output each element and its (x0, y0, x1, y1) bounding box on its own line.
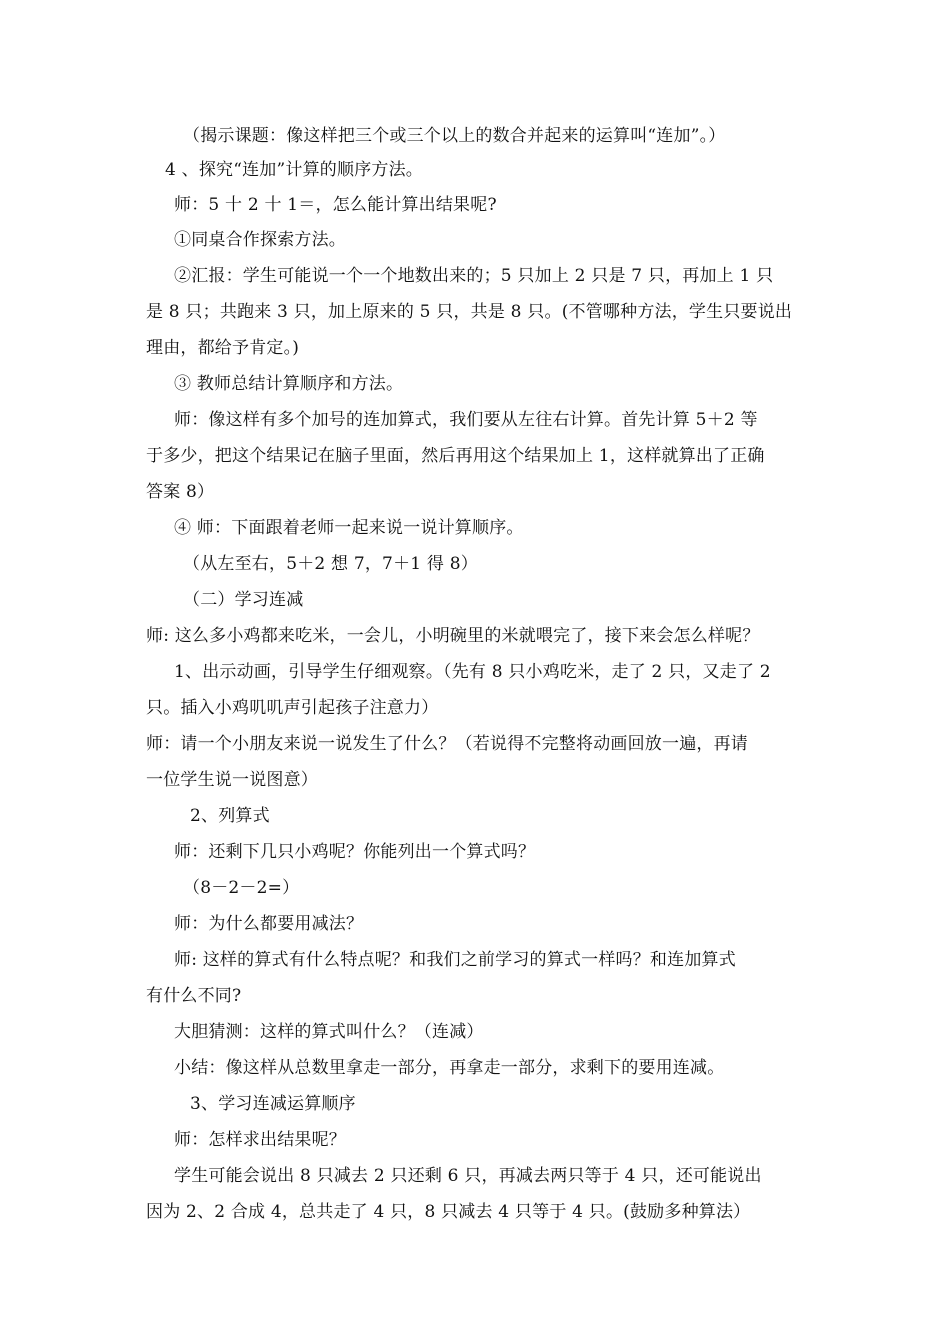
paragraph-line: 2、列算式 (190, 806, 270, 826)
section-heading: （二）学习连减 (183, 590, 304, 610)
paragraph-line: 4 、探究“连加”计算的顺序方法。 (165, 160, 424, 180)
paragraph-line: 师：像这样有多个加号的连加算式，我们要从左往右计算。首先计算 5＋2 等 (174, 410, 758, 430)
paragraph-line: 答案 8） (146, 482, 215, 502)
paragraph-line: 师：5 十 2 十 1＝，怎么能计算出结果呢? (174, 195, 497, 215)
paragraph-line: ③ 教师总结计算顺序和方法。 (174, 374, 404, 394)
paragraph-line: 师: 这样的算式有什么特点呢？和我们之前学习的算式一样吗？和连加算式 (174, 950, 736, 970)
paragraph-line: 师：还剩下几只小鸡呢？你能列出一个算式吗？ (174, 842, 536, 862)
paragraph-line: ①同桌合作探索方法。 (174, 230, 346, 250)
paragraph-line: 学生可能会说出 8 只减去 2 只还剩 6 只，再减去两只等于 4 只，还可能说出 (174, 1166, 762, 1186)
paragraph-line: 师: 这么多小鸡都来吃米，一会儿，小明碗里的米就喂完了，接下来会怎么样呢？ (146, 626, 760, 646)
paragraph-line: 因为 2、2 合成 4，总共走了 4 只，8 只减去 4 只等于 4 只。(鼓励多种算法） (146, 1202, 751, 1222)
paragraph-line: 师：请一个小朋友来说一说发生了什么？（若说得不完整将动画回放一遍，再请 (146, 734, 748, 754)
paragraph-line: 师：为什么都要用减法？ (174, 914, 364, 934)
paragraph-line: （从左至右，5＋2 想 7，7＋1 得 8） (183, 554, 478, 574)
paragraph-line: ④ 师：下面跟着老师一起来说一说计算顺序。 (174, 518, 524, 538)
paragraph-line: ②汇报：学生可能说一个一个地数出来的；5 只加上 2 只是 7 只，再加上 1 只 (174, 266, 774, 286)
paragraph-line: 师：怎样求出结果呢？ (174, 1130, 346, 1150)
paragraph-line: 小结：像这样从总数里拿走一部分，再拿走一部分，求剩下的要用连减。 (174, 1058, 725, 1078)
paragraph-line: 1、出示动画，引导学生仔细观察。（先有 8 只小鸡吃米，走了 2 只，又走了 2 (174, 662, 771, 682)
paragraph-line: 只。插入小鸡叽叽声引起孩子注意力） (146, 698, 439, 718)
paragraph-line: 有什么不同? (146, 986, 242, 1006)
paragraph-line: 大胆猜测：这样的算式叫什么？（连减） (174, 1022, 484, 1042)
paragraph-line: 3、学习连减运算顺序 (190, 1094, 356, 1114)
paragraph-line: 一位学生说一说图意） (146, 770, 318, 790)
paragraph-line: 于多少，把这个结果记在脑子里面，然后再用这个结果加上 1，这样就算出了正确 (146, 446, 765, 466)
paragraph-line: 理由，都给予肯定。) (146, 338, 300, 358)
paragraph-line: 是 8 只；共跑来 3 只，加上原来的 5 只，共是 8 只。(不管哪种方法，学生只要说出 (146, 302, 793, 322)
paragraph-line: （8－2－2=） (183, 878, 300, 898)
paragraph-line: （揭示课题：像这样把三个或三个以上的数合并起来的运算叫“连加”。） (183, 126, 726, 146)
